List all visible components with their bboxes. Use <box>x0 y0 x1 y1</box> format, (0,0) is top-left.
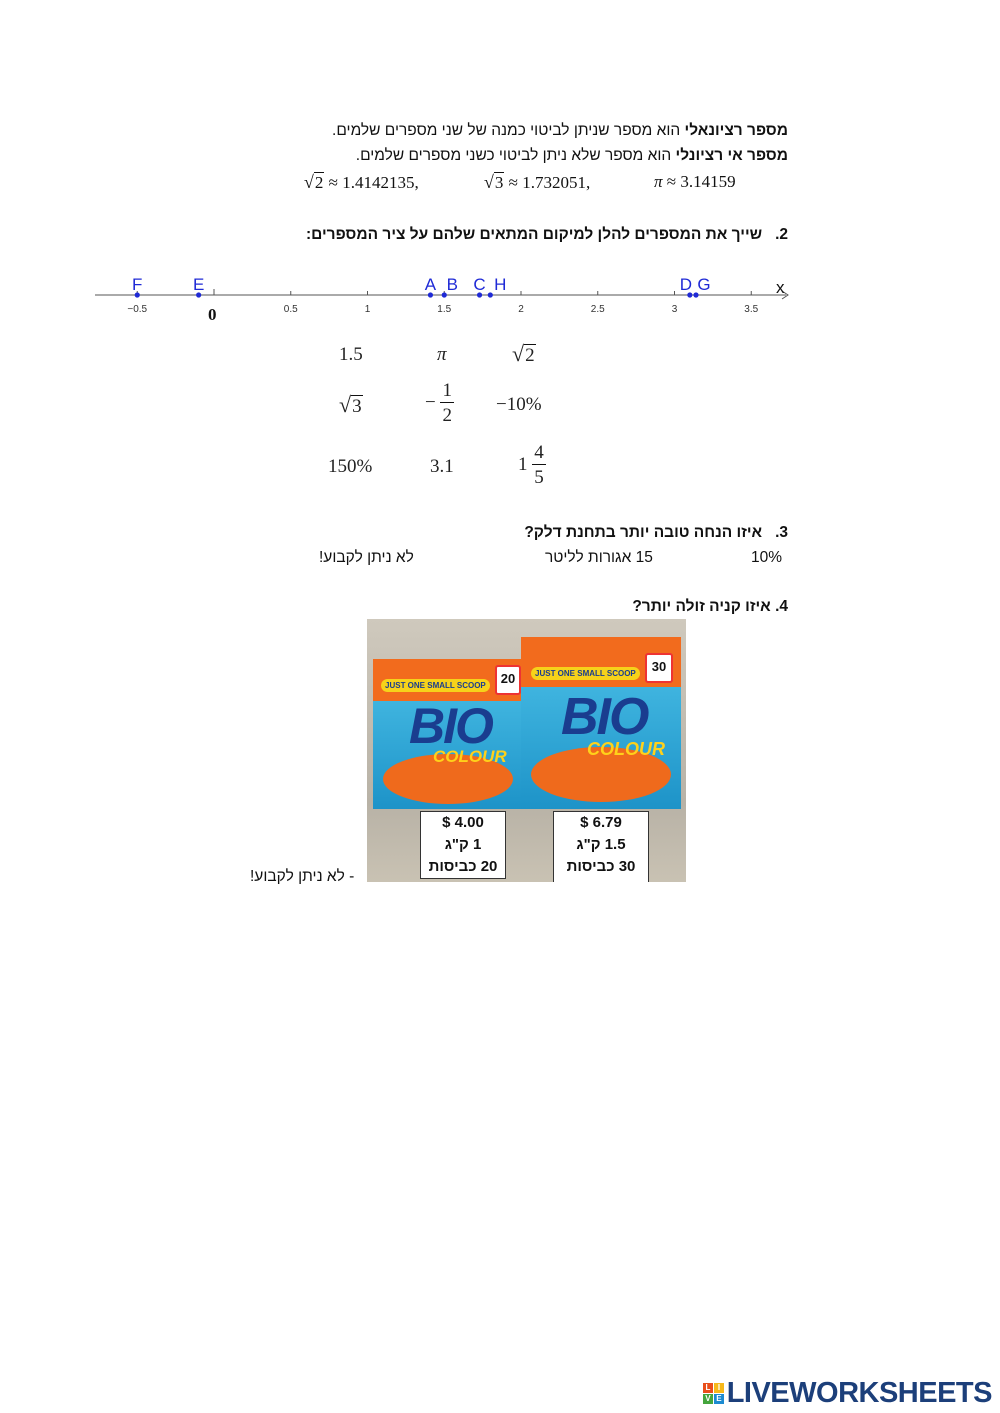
grid-mixed-fraction: 1 $\frac{4}{5}$ <box>518 442 544 488</box>
point-label-d: D <box>679 275 692 294</box>
number-line <box>0 262 1000 332</box>
grid-150-percent: 150% <box>328 456 373 477</box>
tick-label: 1.5 <box>437 304 452 315</box>
right-detergent-box: JUST ONE SMALL SCOOP 30 BIO COLOUR <box>521 637 681 809</box>
left-price-tag <box>420 811 506 879</box>
question-2 <box>306 226 788 244</box>
grid-minus-10-percent: −10% <box>496 394 542 415</box>
tick-label: 1 <box>364 304 371 315</box>
q4-answer: - לא ניתן לקבוע! <box>250 868 355 885</box>
left-detergent-box: JUST ONE SMALL SCOOP 20 BIO COLOUR <box>373 659 527 809</box>
point-h[interactable] <box>488 292 493 297</box>
q3-option-cannot-determine: לא ניתן לקבוע! <box>319 549 414 566</box>
question-4 <box>632 598 788 616</box>
right-price-tag <box>553 811 649 882</box>
tick-label: −0.5 <box>127 304 148 315</box>
question-4-text: איזו קניה זולה יותר? <box>632 598 771 615</box>
point-label-b: B <box>446 275 458 294</box>
tick-label: 3 <box>671 304 678 315</box>
grid-sqrt2: √2 <box>512 341 535 366</box>
detergent-photo <box>367 619 686 882</box>
left-loads: 20 כביסות <box>428 858 498 875</box>
tick-label: 3.5 <box>744 304 759 315</box>
grid-minus-half: − $\frac{1}{2}$ <box>425 380 452 426</box>
q3-option-15-agorot: 15 אגורות לליטר <box>545 549 653 566</box>
irrational-definition <box>356 147 788 165</box>
question-4-number: 4. <box>775 598 788 615</box>
grid-pi: π <box>437 344 447 365</box>
irrational-text: הוא מספר שלא ניתן לביטוי כשני מספרים שלמים. <box>355 147 676 164</box>
left-weight: 1 ק"ג <box>444 836 482 853</box>
tick-label: 0.5 <box>283 304 298 315</box>
right-loads: 30 כביסות <box>566 858 636 875</box>
question-3-text: איזו הנחה טובה יותר בתחנת דלק? <box>524 524 763 541</box>
right-weight: 1.5 ק"ג <box>576 836 626 853</box>
liveworksheets-logo: L I V E LIVEWORKSHEETS <box>703 1377 992 1410</box>
pi-approximation: π ≈ 3.14159 <box>654 172 736 191</box>
irrational-term: מספר אי רציונלי <box>675 147 788 164</box>
left-price: $ 4.00 <box>442 814 484 831</box>
zero-label: 0 <box>208 305 217 324</box>
q3-option-10-percent: 10% <box>751 549 783 566</box>
point-label-g: G <box>697 275 711 294</box>
question-3-number: 3. <box>775 524 788 541</box>
grid-3-1: 3.1 <box>430 456 454 477</box>
point-label-a: A <box>424 275 437 294</box>
question-2-number: 2. <box>775 226 788 243</box>
question-2-text: שייך את המספרים להלן למיקום המתאים שלהם על ציר המספרים: <box>305 226 763 243</box>
point-label-c: C <box>473 275 486 294</box>
tick-label: 2.5 <box>590 304 605 315</box>
rational-term: מספר רציונאלי <box>684 122 788 139</box>
tick-label: 2 <box>518 304 524 315</box>
right-price: $ 6.79 <box>580 814 622 831</box>
point-label-h: H <box>494 275 507 294</box>
question-3 <box>524 524 788 542</box>
point-label-f: F <box>132 275 143 294</box>
logo-grid-icon: L I V E <box>703 1383 724 1404</box>
sqrt2-approximation: √2 ≈ 1.4142135, <box>304 172 419 192</box>
axis-label-x: x <box>776 278 785 297</box>
point-label-e: E <box>192 275 205 294</box>
rational-definition <box>332 122 788 140</box>
rational-text: הוא מספר שניתן לביטוי כמנה של שני מספרים שלמים. <box>332 122 685 139</box>
grid-1-5: 1.5 <box>339 344 363 365</box>
sqrt3-approximation: √3 ≈ 1.732051, <box>484 172 591 192</box>
grid-sqrt3: √3 <box>339 392 362 417</box>
